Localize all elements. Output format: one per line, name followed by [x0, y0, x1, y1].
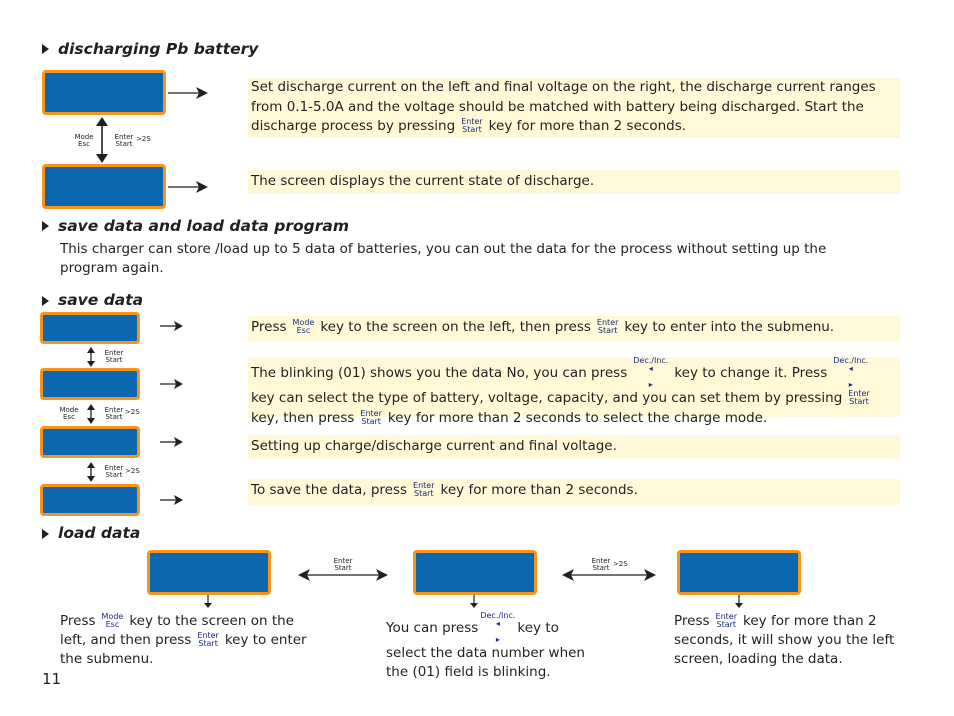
- key-label-enter-start: Enter Start: [104, 406, 124, 421]
- load-step-2-text: You can press Dec./Inc. ◂ ▸ key to select the data number when the (01) field is blinking.: [386, 611, 585, 680]
- key-label-enter-start: Enter Start: [591, 557, 611, 572]
- load-step-1-text: Press Mode Esc key to the screen on the left, and then press Enter Start key to enter the submenu.: [60, 612, 307, 667]
- lcd-screen-save-4: [40, 484, 140, 516]
- dec-inc-key-icon: Dec./Inc. ◂ ▸: [633, 356, 669, 389]
- section-description: This charger can store /load up to 5 data of batteries, you can out the data for the process without setting up the program again.: [60, 241, 827, 276]
- duration-label: >2S: [125, 467, 140, 475]
- lcd-screen-load-1: [147, 550, 271, 595]
- lcd-screen-load-3: [677, 550, 801, 595]
- bullet-triangle-icon: [42, 44, 49, 54]
- up-down-arrow-icon: [87, 404, 95, 424]
- enter-start-key-icon: Enter Start: [461, 117, 483, 134]
- note-save-step-4: To save the data, press Enter Start key for more than 2 seconds.: [248, 479, 900, 505]
- right-arrow-icon: [166, 85, 210, 101]
- up-down-arrow-icon: [87, 347, 95, 367]
- enter-start-key-icon: Enter Start: [413, 481, 435, 498]
- key-label-enter-start: Enter Start: [333, 557, 353, 572]
- lcd-screen-discharge-state: [42, 164, 166, 209]
- bullet-triangle-icon: [42, 529, 49, 539]
- duration-label: >2S: [125, 408, 140, 416]
- down-arrow-icon: [735, 595, 743, 608]
- enter-start-key-icon: Enter Start: [197, 631, 219, 648]
- lcd-screen-save-1: [40, 312, 140, 344]
- key-label-mode-esc: Mode Esc: [59, 406, 79, 421]
- page-number: 11: [42, 670, 62, 688]
- right-arrow-icon: [166, 179, 210, 195]
- load-step-3-text: Press Enter Start key for more than 2 seconds, it will show you the left screen, loading the data.: [674, 612, 895, 667]
- dec-inc-key-icon: Dec./Inc. ◂ ▸: [480, 611, 516, 644]
- lcd-screen-save-3: [40, 426, 140, 458]
- key-label-mode-esc: Mode Esc: [74, 133, 94, 148]
- section-heading-discharging: discharging Pb battery: [58, 40, 259, 58]
- bullet-triangle-icon: [42, 296, 49, 306]
- section-heading-save-data: save data: [58, 291, 144, 309]
- enter-start-key-icon: Enter Start: [848, 389, 870, 406]
- up-down-arrow-icon: [87, 462, 95, 482]
- bullet-triangle-icon: [42, 221, 49, 231]
- enter-start-key-icon: Enter Start: [360, 408, 382, 426]
- key-label-enter-start: Enter Start: [104, 349, 124, 364]
- key-label-enter-start: Enter Start: [114, 133, 134, 148]
- note-discharge-state: The screen displays the current state of discharge.: [248, 170, 900, 194]
- right-arrow-icon: [160, 494, 184, 506]
- section-heading-save-load: save data and load data program: [58, 217, 349, 235]
- note-save-step-3: Setting up charge/discharge current and final voltage.: [248, 435, 900, 459]
- mode-esc-key-icon: Mode Esc: [292, 318, 315, 335]
- section-heading-load-data: load data: [58, 524, 141, 542]
- right-arrow-icon: [160, 436, 184, 448]
- down-arrow-icon: [204, 595, 212, 608]
- duration-label: >2S: [613, 560, 628, 568]
- lcd-screen-discharge-setup: [42, 70, 166, 115]
- dec-inc-key-icon: Dec./Inc. ◂ ▸: [833, 356, 869, 389]
- enter-start-key-icon: Enter Start: [596, 318, 619, 335]
- lcd-screen-save-2: [40, 368, 140, 400]
- key-label-enter-start: Enter Start: [104, 464, 124, 479]
- duration-label: >2S: [136, 135, 151, 143]
- right-arrow-icon: [160, 320, 184, 332]
- note-save-step-2: The blinking (01) shows you the data No, you can press Dec./Inc. ◂ ▸ key to change it. Press Dec./Inc. ◂ ▸ key can select the type of battery, voltage, capacity, and you can set them by pressing Enter Start key, then press Enter Start key for more than 2 seconds to select the charge mode.: [248, 357, 900, 417]
- enter-start-key-icon: Enter Start: [715, 612, 738, 629]
- mode-esc-key-icon: Mode Esc: [101, 612, 124, 629]
- right-arrow-icon: [160, 378, 184, 390]
- down-arrow-icon: [470, 595, 478, 608]
- note-save-step-1: Press Mode Esc key to the screen on the left, then press Enter Start key to enter into the submenu.: [248, 316, 900, 341]
- note-discharge-setup: Set discharge current on the left and final voltage on the right, the discharge current ranges from 0.1-5.0A and the voltage should be matched with battery being discharged. Start the discharge process by pressing Enter Start key for more than 2 seconds.: [248, 78, 900, 138]
- lcd-screen-load-2: [413, 550, 537, 595]
